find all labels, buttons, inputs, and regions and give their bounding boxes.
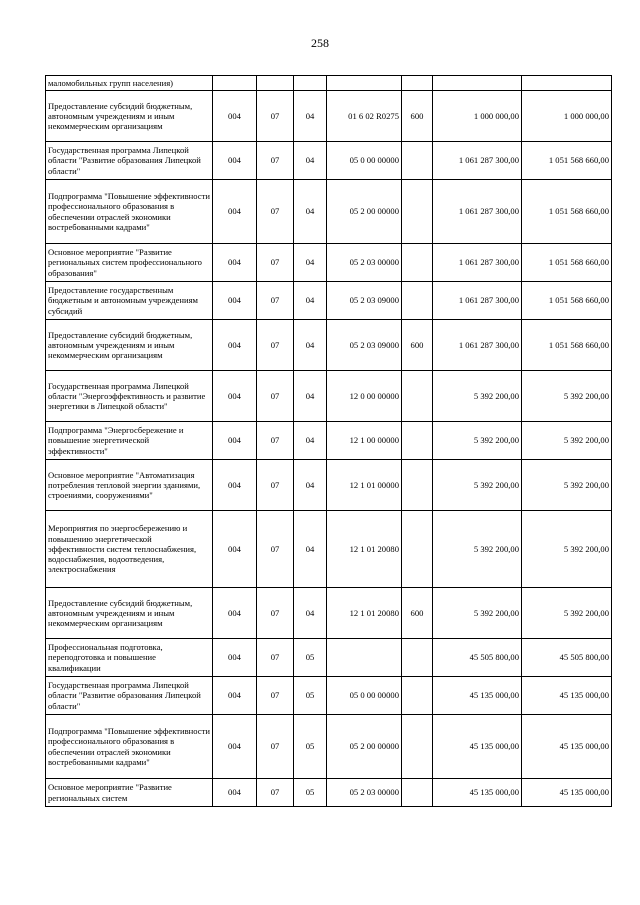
target-article-cell: [327, 639, 402, 677]
subsection-code-cell: 04: [294, 511, 327, 588]
section-code-cell: 07: [257, 320, 294, 371]
amount-year-2-cell: 1 051 568 660,00: [522, 180, 612, 244]
table-row: [46, 320, 612, 371]
section-code-cell: 07: [257, 639, 294, 677]
expense-type-cell: 600: [402, 588, 433, 639]
expense-type-cell: [402, 142, 433, 180]
ministry-code-cell: 004: [213, 715, 257, 779]
expense-type-cell: 600: [402, 320, 433, 371]
ministry-code-cell: 004: [213, 244, 257, 282]
amount-year-2-cell: 1 051 568 660,00: [522, 244, 612, 282]
target-article-cell: 12 1 00 00000: [327, 422, 402, 460]
amount-year-2-cell: 45 135 000,00: [522, 779, 612, 807]
expense-name-cell: Основное мероприятие "Развитие региональных систем: [46, 779, 213, 807]
amount-year-2-cell: 5 392 200,00: [522, 511, 612, 588]
target-article-cell: [327, 76, 402, 91]
amount-year-1-cell: 1 061 287 300,00: [433, 180, 522, 244]
amount-year-1-cell: 5 392 200,00: [433, 422, 522, 460]
subsection-code-cell: 04: [294, 422, 327, 460]
expense-name-cell: Основное мероприятие "Автоматизация потребления тепловой энергии зданиями, строениями, сооружениями": [46, 460, 213, 511]
ministry-code-cell: 004: [213, 460, 257, 511]
target-article-cell: 12 1 01 00000: [327, 460, 402, 511]
amount-year-1-cell: 5 392 200,00: [433, 511, 522, 588]
amount-year-2-cell: 5 392 200,00: [522, 588, 612, 639]
section-code-cell: 07: [257, 282, 294, 320]
expense-type-cell: [402, 180, 433, 244]
target-article-cell: 05 2 03 09000: [327, 282, 402, 320]
page-number: 258: [311, 36, 329, 50]
budget-table: [45, 75, 612, 807]
ministry-code-cell: [213, 76, 257, 91]
target-article-cell: 05 0 00 00000: [327, 677, 402, 715]
expense-type-cell: [402, 76, 433, 91]
target-article-cell: 01 6 02 R0275: [327, 91, 402, 142]
amount-year-1-cell: 45 135 000,00: [433, 779, 522, 807]
expense-type-cell: [402, 422, 433, 460]
table-row: [46, 244, 612, 282]
ministry-code-cell: 004: [213, 779, 257, 807]
table-row: [46, 460, 612, 511]
expense-name-cell: маломобильных групп населения): [46, 76, 213, 91]
table-row: [46, 715, 612, 779]
amount-year-1-cell: 1 000 000,00: [433, 91, 522, 142]
expense-type-cell: [402, 677, 433, 715]
ministry-code-cell: 004: [213, 180, 257, 244]
amount-year-1-cell: 45 135 000,00: [433, 677, 522, 715]
amount-year-2-cell: 45 135 000,00: [522, 715, 612, 779]
table-row: [46, 142, 612, 180]
ministry-code-cell: 004: [213, 282, 257, 320]
amount-year-1-cell: 45 135 000,00: [433, 715, 522, 779]
expense-type-cell: [402, 511, 433, 588]
table-row: [46, 677, 612, 715]
expense-name-cell: Подпрограмма "Энергосбережение и повышение энергетической эффективности": [46, 422, 213, 460]
amount-year-2-cell: 1 051 568 660,00: [522, 282, 612, 320]
table-row: [46, 422, 612, 460]
expense-name-cell: Государственная программа Липецкой области "Развитие образования Липецкой области": [46, 142, 213, 180]
amount-year-2-cell: [522, 76, 612, 91]
subsection-code-cell: 04: [294, 91, 327, 142]
ministry-code-cell: 004: [213, 91, 257, 142]
amount-year-1-cell: 5 392 200,00: [433, 460, 522, 511]
amount-year-2-cell: 5 392 200,00: [522, 371, 612, 422]
expense-type-cell: [402, 715, 433, 779]
expense-type-cell: [402, 779, 433, 807]
subsection-code-cell: 04: [294, 320, 327, 371]
ministry-code-cell: 004: [213, 511, 257, 588]
amount-year-2-cell: 5 392 200,00: [522, 460, 612, 511]
subsection-code-cell: 05: [294, 779, 327, 807]
section-code-cell: 07: [257, 180, 294, 244]
subsection-code-cell: 04: [294, 282, 327, 320]
section-code-cell: 07: [257, 371, 294, 422]
target-article-cell: 12 1 01 20080: [327, 511, 402, 588]
table-row: [46, 639, 612, 677]
target-article-cell: 05 2 03 00000: [327, 779, 402, 807]
section-code-cell: 07: [257, 588, 294, 639]
expense-name-cell: Предоставление субсидий бюджетным, автономным учреждениям и иным некоммерческим организациям: [46, 588, 213, 639]
ministry-code-cell: 004: [213, 142, 257, 180]
subsection-code-cell: 05: [294, 639, 327, 677]
expense-name-cell: Предоставление субсидий бюджетным, автономным учреждениям и иным некоммерческим организациям: [46, 91, 213, 142]
target-article-cell: 05 0 00 00000: [327, 142, 402, 180]
target-article-cell: 12 1 01 20080: [327, 588, 402, 639]
table-row: [46, 91, 612, 142]
section-code-cell: [257, 76, 294, 91]
expense-name-cell: Мероприятия по энергосбережению и повышению энергетической эффективности систем теплоснабжения, водоснабжения, водоотведения, электроснабжения: [46, 511, 213, 588]
section-code-cell: 07: [257, 511, 294, 588]
expense-name-cell: Государственная программа Липецкой области "Развитие образования Липецкой области": [46, 677, 213, 715]
expense-name-cell: Предоставление субсидий бюджетным, автономным учреждениям и иным некоммерческим организациям: [46, 320, 213, 371]
expense-name-cell: Профессиональная подготовка, переподготовка и повышение квалификации: [46, 639, 213, 677]
subsection-code-cell: 04: [294, 180, 327, 244]
expense-name-cell: Основное мероприятие "Развитие региональных систем профессионального образования": [46, 244, 213, 282]
amount-year-2-cell: 1 051 568 660,00: [522, 320, 612, 371]
subsection-code-cell: 05: [294, 677, 327, 715]
section-code-cell: 07: [257, 779, 294, 807]
subsection-code-cell: 04: [294, 588, 327, 639]
table-row: [46, 180, 612, 244]
ministry-code-cell: 004: [213, 639, 257, 677]
target-article-cell: 05 2 00 00000: [327, 715, 402, 779]
amount-year-2-cell: 1 051 568 660,00: [522, 142, 612, 180]
section-code-cell: 07: [257, 460, 294, 511]
expense-type-cell: 600: [402, 91, 433, 142]
ministry-code-cell: 004: [213, 422, 257, 460]
section-code-cell: 07: [257, 142, 294, 180]
expense-name-cell: Подпрограмма "Повышение эффективности профессионального образования в обеспечении отраслей экономики востребованными кадрами": [46, 180, 213, 244]
table-row: [46, 76, 612, 91]
table-row: [46, 511, 612, 588]
amount-year-2-cell: 45 505 800,00: [522, 639, 612, 677]
section-code-cell: 07: [257, 715, 294, 779]
ministry-code-cell: 004: [213, 677, 257, 715]
subsection-code-cell: 04: [294, 460, 327, 511]
expense-type-cell: [402, 639, 433, 677]
expense-name-cell: Подпрограмма "Повышение эффективности профессионального образования в обеспечении отраслей экономики востребованными кадрами": [46, 715, 213, 779]
ministry-code-cell: 004: [213, 320, 257, 371]
section-code-cell: 07: [257, 422, 294, 460]
table-row: [46, 371, 612, 422]
subsection-code-cell: [294, 76, 327, 91]
section-code-cell: 07: [257, 91, 294, 142]
expense-type-cell: [402, 460, 433, 511]
target-article-cell: 05 2 03 00000: [327, 244, 402, 282]
target-article-cell: 05 2 03 09000: [327, 320, 402, 371]
ministry-code-cell: 004: [213, 588, 257, 639]
amount-year-1-cell: 1 061 287 300,00: [433, 282, 522, 320]
table-row: [46, 588, 612, 639]
expense-name-cell: Предоставление государственным бюджетным и автономным учреждениям субсидий: [46, 282, 213, 320]
amount-year-1-cell: 5 392 200,00: [433, 371, 522, 422]
target-article-cell: 12 0 00 00000: [327, 371, 402, 422]
expense-type-cell: [402, 371, 433, 422]
table-row: [46, 779, 612, 807]
amount-year-1-cell: 45 505 800,00: [433, 639, 522, 677]
subsection-code-cell: 05: [294, 715, 327, 779]
expense-name-cell: Государственная программа Липецкой области "Энергоэффективность и развитие энергетики в Липецкой области": [46, 371, 213, 422]
expense-type-cell: [402, 282, 433, 320]
subsection-code-cell: 04: [294, 244, 327, 282]
amount-year-1-cell: 5 392 200,00: [433, 588, 522, 639]
ministry-code-cell: 004: [213, 371, 257, 422]
amount-year-1-cell: 1 061 287 300,00: [433, 142, 522, 180]
section-code-cell: 07: [257, 244, 294, 282]
subsection-code-cell: 04: [294, 371, 327, 422]
target-article-cell: 05 2 00 00000: [327, 180, 402, 244]
amount-year-2-cell: 45 135 000,00: [522, 677, 612, 715]
expense-type-cell: [402, 244, 433, 282]
subsection-code-cell: 04: [294, 142, 327, 180]
section-code-cell: 07: [257, 677, 294, 715]
amount-year-2-cell: 5 392 200,00: [522, 422, 612, 460]
amount-year-1-cell: 1 061 287 300,00: [433, 244, 522, 282]
table-row: [46, 282, 612, 320]
amount-year-1-cell: 1 061 287 300,00: [433, 320, 522, 371]
amount-year-1-cell: [433, 76, 522, 91]
amount-year-2-cell: 1 000 000,00: [522, 91, 612, 142]
